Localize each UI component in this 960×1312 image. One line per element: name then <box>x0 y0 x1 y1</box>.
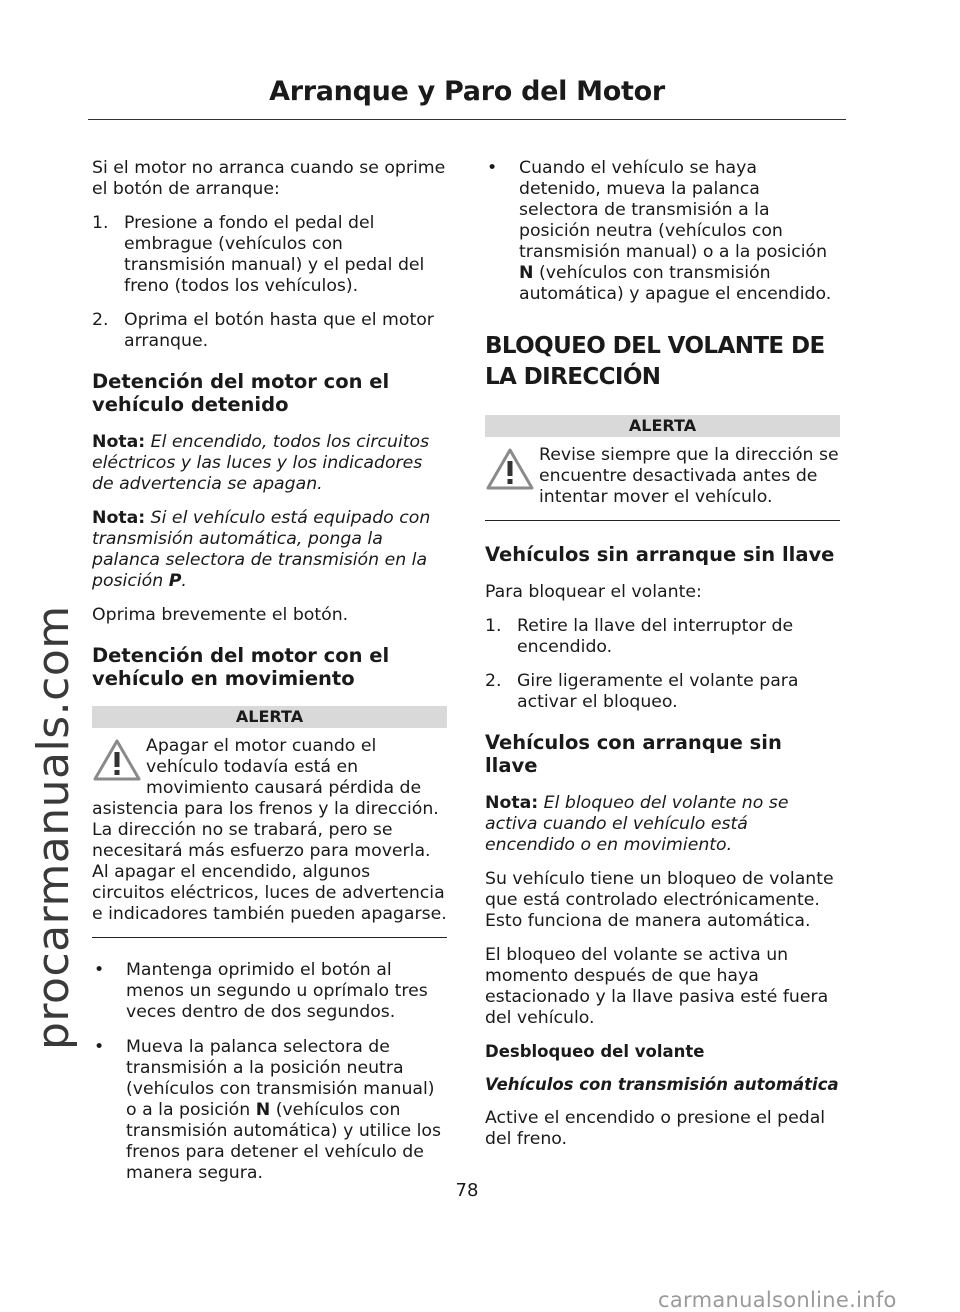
warning-triangle-icon <box>92 738 142 782</box>
list-item: 2. Oprima el botón hasta que el motor arranque. <box>92 310 434 351</box>
warning-text: Revise siempre que la dirección se encuentre desactivada antes de intentar mover el vehículo. <box>539 445 839 507</box>
intro-text: Si el motor no arranca cuando se oprime el botón de arranque: <box>92 158 446 199</box>
warning-box <box>485 415 840 521</box>
left-column <box>92 158 447 1198</box>
header-divider <box>88 119 846 120</box>
section-heading-stopped: Detención del motor con el vehículo detenido <box>92 370 390 416</box>
section-heading-keyless: Vehículos con arranque sin llave <box>485 731 782 777</box>
body-text: El bloqueo del volante se activa un momento después de que haya estacionado y la llave pasiva esté fuera del vehículo. <box>485 945 829 1028</box>
note: Nota: El bloqueo del volante no se activa cuando el vehículo está encendido o en movimiento. <box>485 793 789 855</box>
list-item: 1. Retire la llave del interruptor de encendido. <box>485 616 794 657</box>
list-item: 2. Gire ligeramente el volante para activar el bloqueo. <box>485 671 799 712</box>
body-text: Su vehículo tiene un bloqueo de volante que está controlado electrónicamente. Esto funciona de manera automática. <box>485 869 834 931</box>
list-item: 1. Presione a fondo el pedal del embrague (vehículos con transmisión manual) y el pedal del freno (todos los vehículos). <box>92 213 425 296</box>
subheading-automatic: Vehículos con transmisión automática <box>485 1075 839 1094</box>
warning-text: Apagar el motor cuando el vehículo todavía está en movimiento causará pérdida de asistencia para los frenos y la dirección. La dirección no se trabará, pero se necesitará más esfuerzo para moverla. Al apagar el encendido, algunos circuitos eléctricos, luces de advertencia e indicadores también pueden apagarse. <box>92 736 447 924</box>
warning-box <box>92 706 447 938</box>
list-item: • Mueva la palanca selectora de transmisión a la posición neutra (vehículos con transmisión manual) o a la posición N (vehículos con transmisión automática) y utilice los frenos para detener el vehículo de manera segura. <box>94 1037 441 1183</box>
body-text: Oprima brevemente el botón. <box>92 605 349 625</box>
note: Nota: Si el vehículo está equipado con transmisión automática, ponga la palanca selectora de transmisión en la posición P. <box>92 508 431 591</box>
warning-title: ALERTA <box>92 706 447 728</box>
watermark: procarmanuals.com <box>28 605 79 1050</box>
section-heading-lock: BLOQUEO DEL VOLANTE DE LA DIRECCIÓN <box>485 333 825 390</box>
section-heading-moving: Detención del motor con el vehículo en movimiento <box>92 644 390 690</box>
warning-title: ALERTA <box>485 415 840 437</box>
page-title: Arranque y Paro del Motor <box>269 76 665 107</box>
list-item: • Cuando el vehículo se haya detenido, mueva la palanca selectora de transmisión a la posición neutra (vehículos con transmisión manual) o a la posición N (vehículos con transmisión automática) y apague el encendido. <box>487 158 832 304</box>
section-heading-no-keyless: Vehículos sin arranque sin llave <box>485 543 835 566</box>
warning-triangle-icon <box>485 447 535 491</box>
body-text: Para bloquear el volante: <box>485 582 702 602</box>
footer-watermark: carmanualsonline.info <box>658 1288 897 1312</box>
body-text: Active el encendido o presione el pedal del freno. <box>485 1108 826 1149</box>
page-number: 78 <box>455 1180 479 1201</box>
subheading-unlock: Desbloqueo del volante <box>485 1042 705 1061</box>
note: Nota: El encendido, todos los circuitos eléctricos y las luces y los indicadores de advertencia se apagan. <box>92 432 430 494</box>
list-item: • Mantenga oprimido el botón al menos un segundo u oprímalo tres veces dentro de dos segundos. <box>94 960 428 1022</box>
right-column <box>485 158 840 1163</box>
